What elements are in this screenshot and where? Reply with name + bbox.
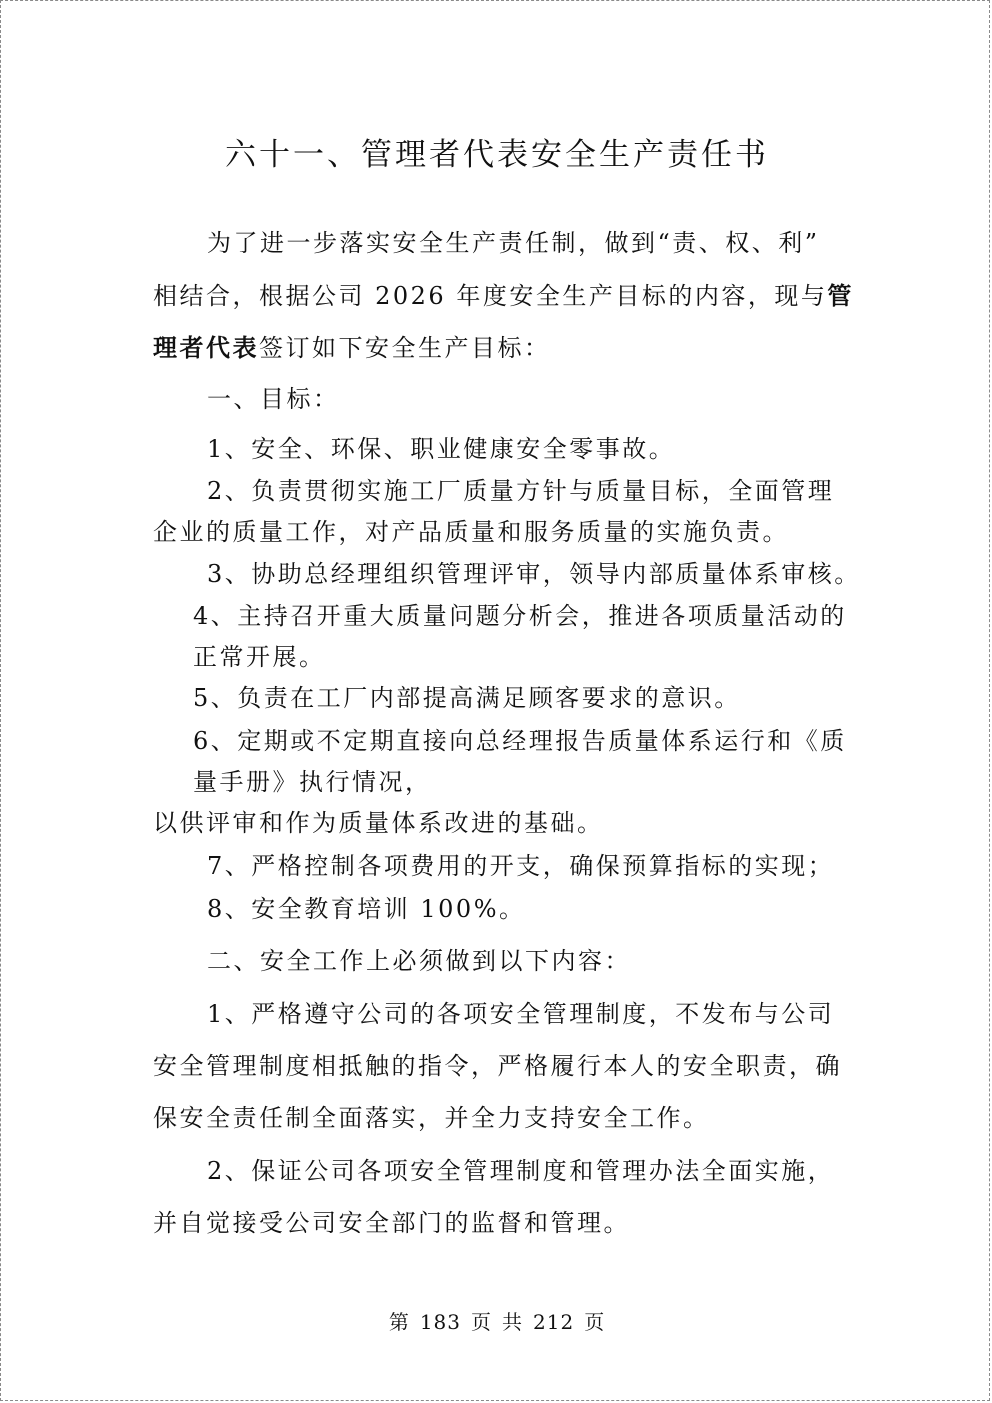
footer-label-ye: 页 [471,1310,492,1334]
intro-line-2-bold: 管 [827,281,854,310]
section2-item-2-line-1: 2、保证公司各项安全管理制度和管理办法全面实施， [207,1157,835,1185]
footer-label-ye-2: 页 [584,1310,606,1334]
intro-line-3-text: 签订如下安全生产目标： [259,334,551,362]
intro-line-3-bold: 理者代表 [153,333,259,362]
section1-item-6-line-1: 6、定期或不定期直接向总经理报告质量体系运行和《质 [193,727,847,755]
section1-item-1: 1、安全、环保、职业健康安全零事故。 [207,435,676,463]
intro-line-2-text: 相结合，根据公司 2026 年度安全生产目标的内容，现与 [153,282,828,310]
section2-item-1-line-1: 1、严格遵守公司的各项安全管理制度，不发布与公司 [207,1000,835,1028]
section1-item-6-line-3: 以供评审和作为质量体系改进的基础。 [153,809,604,837]
intro-line-1: 为了进一步落实安全生产责任制，做到“责、权、利” [207,229,820,257]
section1-item-8: 8、安全教育培训 100%。 [207,895,526,923]
section2-heading: 二、安全工作上必须做到以下内容： [207,947,631,975]
section2-item-1-line-2: 安全管理制度相抵触的指令，严格履行本人的安全职责，确 [153,1052,842,1080]
section1-item-5: 5、负责在工厂内部提高满足顾客要求的意识。 [193,684,741,712]
footer-current-page: 183 [419,1310,461,1334]
footer-total-pages: 212 [533,1310,575,1334]
section2-item-2-line-2: 并自觉接受公司安全部门的监督和管理。 [153,1209,630,1237]
intro-line-2 [153,276,854,311]
section1-item-3: 3、协助总经理组织管理评审，领导内部质量体系审核。 [207,560,861,588]
section1-heading: 一、目标： [207,385,340,413]
section1-item-6-line-2: 量手册》执行情况， [193,768,432,796]
footer-label-gong: 共 [502,1310,523,1334]
footer-label-di: 第 [388,1310,410,1334]
intro-line-3 [153,328,551,363]
page-title: 六十一、管理者代表安全生产责任书 [225,137,769,173]
page-number-footer [1,1306,992,1335]
section1-item-7: 7、严格控制各项费用的开支，确保预算指标的实现； [207,852,835,880]
section2-item-1-line-3: 保安全责任制全面落实，并全力支持安全工作。 [153,1104,710,1132]
section1-item-4-line-1: 4、主持召开重大质量问题分析会，推进各项质量活动的 [193,602,847,630]
section1-item-2-line-2: 企业的质量工作，对产品质量和服务质量的实施负责。 [153,518,789,546]
section1-item-4-line-2: 正常开展。 [193,643,326,671]
section1-item-2-line-1: 2、负责贯彻实施工厂质量方针与质量目标，全面管理 [207,477,835,505]
